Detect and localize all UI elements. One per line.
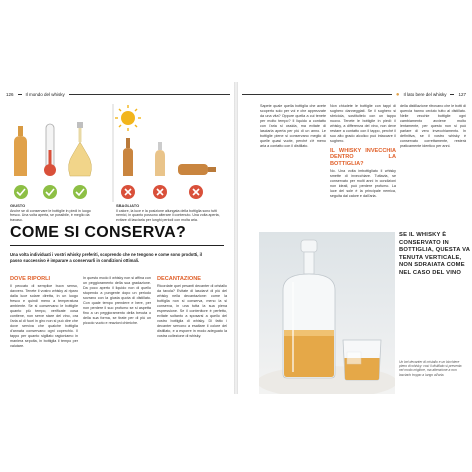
- cross-icon: [189, 185, 203, 199]
- subheading-dove-riporli: DOVE RIPORLI: [10, 276, 51, 282]
- pull-quote: SE IL WHISKY È CONSERVATO IN BOTTIGLIA, QUESTA VA TENUTA VERTICALE, NON SDRAIATA COME NEL CASO DEL VINO: [399, 232, 470, 276]
- right-body-column-2: [330, 104, 396, 199]
- storage-illustration: [10, 104, 220, 202]
- page-number-right: 127: [458, 92, 466, 97]
- subheading-decantazione: DECANTAZIONE: [157, 276, 202, 282]
- right-body-column-1: Sapete quale quella bottiglia che avete scoperto solo per voi e che apprezzate da una vita? Oppure quella a cui tenete per molto tempo? Il liquido a contatto con l'aria si ossida, ma evitate di lasciarla aperta per più di un anno. Le bottiglie piene si conservano meglio di quelle quasi vuote, perché c'è meno aria a contatto con il distillato.: [260, 104, 326, 148]
- sun-icon: [115, 105, 141, 131]
- cross-icon: [153, 185, 167, 199]
- decanter-shape: [283, 240, 335, 378]
- upright-bottle-icon: [14, 126, 27, 176]
- caption-correct-title: GIUSTO: [10, 203, 26, 208]
- thermometer-icon: [44, 124, 56, 176]
- body-column-3: Ricordate quei pesanti decanter di cristallo da tavola? Evitate di lasciarvi di più del whisky nella decantazione: come la bottiglia non si conserva, meno la si conserva, in una tutta la sua piena espressione. Se il contenitore è perfetto, evitate soltanto a sposarsi a quello del vostro bottiglia di whisky. Di fatto i decanter servono a esaltare il colore del distillato, e a esporre in modo adeguato la vostra collezione di whisky.: [157, 284, 227, 338]
- left-page-header: [6, 90, 230, 99]
- title-divider: [10, 245, 224, 246]
- right-body-column-3: della distillazione ritrovano che le botti di quercia hanno ceduto tutto al distillato. Nelle vecchie bottiglie ogni cambiamento avviene molto lentamente, per questo non si può parlare di vero invecchiamento. In definitiva, se il vostro whisky è conservato correttamente, resterà praticamente identico per anni.: [400, 104, 467, 148]
- page-number-left: 126: [6, 92, 14, 97]
- right-column-2-text: Non chiudete le bottiglie con tappi di sughero danneggiati. Se il sughero si sbriciola, sostituitelo con un tappo nuovo. Tenete le bottiglie in piedi: il whisky, a differenza del vino, non deve restare a contatto con il tappo, perché il suo alto grado alcolico può intaccare il sughero.: [330, 104, 396, 143]
- check-icon: [73, 185, 87, 199]
- running-title-right: Il lato bere del whisky: [403, 92, 447, 97]
- photo-caption: Un bel decanter di cristallo e un bicchiere pieno di whisky: così il distillato si presenta nel modo migliore, ma attenzione a non lasciarlo troppo a lungo all'aria.: [399, 360, 462, 377]
- page-title: COME SI CONSERVA?: [10, 224, 187, 241]
- caption-correct: [10, 204, 102, 222]
- decanter-icon: [69, 122, 92, 176]
- sidebar-answer-text: No. Una volta imbottigliato il whisky smette di invecchiare. Tuttavia, se conservato per molti anni in condizioni non ideali, può perdere profumo. La luce del sole è la principale nemica, seguita dal calore e dall'aria.: [330, 169, 396, 199]
- body-column-2: In questo modo il whisky non si affina con un peggioramento della sua gradazione. Da poco aperto il liquido non di quello stupendo a pungente dopo un periodo sovrano con la giusta quota di distillato. Con quale tempo prendere e bere, per non perdere il suo profumo se si aspetta fino a un peggioramento della bevuta o della sua forma, se tirate per di più un piccolo vuoto e reazioni chimiche.: [83, 276, 151, 325]
- caption-correct-text: Anche se di conservare le bottiglie in piedi in luogo fresco. Una volta aperta, se possibile, è meglio da travaso.: [10, 208, 91, 222]
- lead-paragraph: Una volta individuati i vostri whisky preferiti, scoprendo che ne tengono e come sono prodotti, il passo successivo è imparare a conservarli in condizioni ottimali.: [10, 252, 202, 263]
- body-column-1: Il peccato di semplice buon senso, davvero. Tenete il vostro whisky al riparo dalla luce solare diretta, in un luogo fresco e quindi meno a temperatura ambiente. Se si conservano le bottiglie quanto più tempo, verificate cosa contiene, non serve stare del vino, ora l'aria al di fuori in giro non si può dire che dove serviva che qualche bottiglia d'annata conservano ogni coperchio. Il tappo per quanto sigillato ragioniamo in maniera sepolta, in bottiglia il tempo per valutare.: [10, 284, 78, 348]
- sidebar-question-heading: IL WHISKY INVECCHIA DENTRO LA BOTTIGLIA?: [330, 148, 396, 167]
- check-icon: [14, 185, 28, 199]
- caption-wrong: [116, 204, 226, 222]
- small-bottle-icon: [155, 142, 165, 176]
- left-page: [0, 82, 234, 394]
- running-title-left: Il mondo del whisky: [25, 92, 65, 97]
- right-page: [238, 82, 472, 394]
- cross-icon: [121, 185, 135, 199]
- caption-wrong-text: Il calore, la luce e la posizione allungata della bottiglia sono tutti nemici, in quanto possono alterare il contenuto. Una volta aperta, evitare di lasciarla per lunghi periodi con molta aria.: [116, 208, 220, 222]
- decanter-photo: [259, 232, 395, 394]
- decanter-glass-image: [259, 232, 395, 394]
- lying-bottle-icon: [178, 164, 216, 175]
- whisky-glass-icon: ●: [395, 91, 400, 98]
- book-spread: [0, 82, 472, 394]
- right-page-header: [242, 90, 466, 99]
- whisky-glass: [343, 340, 381, 380]
- caption-wrong-title: SBAGLIATO: [116, 203, 140, 208]
- check-icon: [43, 185, 57, 199]
- bottle-in-sun-icon: [123, 138, 133, 176]
